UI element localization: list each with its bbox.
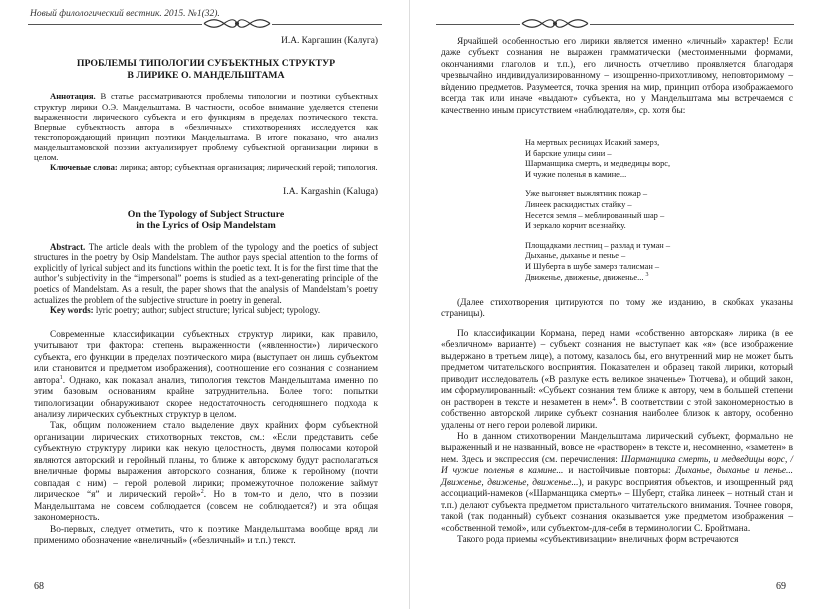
footnote-ref: 1 <box>59 374 63 381</box>
header-rule <box>590 24 794 25</box>
body-paragraph: Но в данном стихотворении Мандельштама лирический субъект, формально не выраженный и не названный, вовсе не «растворен» в тексте и, несомненно, «заметен» в нем. Здесь и экспрессия (см. перечисления: Шарманщика смерть, и медведицы ворс, / И чужие поленья в камине... и настойчивые повторы: Дыханье, дыханье и пенье... Движенье, движенье, движенье...), и ракурс восприятия объектов, и изощренный ряд ассоциаций-намеков («Шарманщика смерть» – Шуберт, стайка линеек – нотный стан и т.п.) делают субъекта предметом пристального читательского внимания. Точнее говоря, такой (так поданный) субъект сознания оказывается уже предметом изображения – «собственной темой», или субъектом-для-себя в терминологии С. Бройтмана. <box>441 431 794 534</box>
body-paragraph: По классификации Кормана, перед нами «собственно авторская» лирика (в ее «безличном» варианте) – субъект сознания не выступает как «я» (все изображение выдержано в третьем лице), а потому, казалось бы, его внутренний мир не может быть предметом читательского восприятия. Показателен и образец такой лирики, который приводит исследователь («В разлуке есть великое значенье» Тютчева), и общий закон, им сформулированный: «Субъект сознания тем ближе к автору, чем в большей степени он растворен в тексте и незаметен в нем»$^4$. В соответствии с этой закономерностью в собственно авторской лирике субъект сознания наиболее близок к автору, особенно удалены от него герои ролевой лирики. <box>441 328 793 431</box>
keywords-ru-text: лирика; автор; субъектная организация; лирический герой; типология. <box>119 162 378 173</box>
right-column-bottom <box>441 298 793 547</box>
body-paragraph: Современные классификации субъектных структур лирики, как правило, учитывают три фактора: степень выраженности («явленности») лирического субъекта, его функции в пределах поэтического мира (выступает он лишь субъектом или становится и предметом изображения), соотношение его сознания с сознанием автора$^1$. Однако, как показал анализ, типология текстов Мандельштама именно по этим базовым основаниям крайне затруднительна. Более того: попытки типологизации обнаруживают скорее недостаточность сегодняшнего подхода к анализу лирических субъектных структур в целом. <box>34 329 378 420</box>
abstract-en-text: The article deals with the problem of the typology and the poetics of subject structures in the poetry by Osip Mandelstam. The author pays special attention to the forms of explicitly of lyrical subject and its functions within the poetic text. It is for the first time that the author’s subjectivity in the “impersonal” poems is studied as a text-generating principle of the poetics of Mandelstam. As a result, the paper shows that the analysis of Mandelstam’s poetry actualizes the problem of the subjective structure in poetry in general. <box>34 241 378 305</box>
title-en-line2: in the Lyrics of Osip Mandelstam <box>136 220 276 232</box>
body-paragraph: Во-первых, следует отметить, что к поэтике Мандельштама вообще вряд ли применимо обозначение «внеличный» («безличный» и т.п.) текст. <box>34 524 378 546</box>
keywords-en <box>34 305 378 316</box>
ornament-icon <box>202 15 272 32</box>
body-paragraph: Так, общим положением стало выделение двух крайних форм субъектной организации лирических стихотворных текстов, см.: «Если представить себе субъектную структуру лирики как некую целостность, двумя полюсами которой являются авторский и геройный планы, то ближе к авторскому будут располагаться внеличные формы выражения авторского сознания, ближе к геройному (почти совпадая с ним) – герой ролевой лирики; промежуточное положение займут лирическое “я” и лирический герой»$^2$. Но в том-то и дело, что в поэзии Мандельштама не совсем соблюдается (совсем не соблюдается?) и эта общая закономерность. <box>34 421 378 524</box>
author-ru: И.А. Каргашин (Калуга) <box>281 36 378 46</box>
left-column <box>34 36 378 547</box>
body-paragraph: Такого рода приемы «субъективизации» внеличных форм встречаются <box>457 535 739 546</box>
keywords-ru <box>34 162 378 172</box>
poem-line: И барские улицы сини – <box>525 148 612 158</box>
poem-line: Движенье, движенье, движенье... $^3$ <box>525 271 649 282</box>
poem-line: Площадками лестниц – разлад и туман – <box>525 240 671 250</box>
abstract-en-label: Abstract. <box>50 241 86 252</box>
header-rule <box>436 24 520 25</box>
poem-line: И чужие поленья в камине... <box>525 169 627 179</box>
abstract-ru-text: В статье рассматриваются проблемы типологии и поэтики субъектных структур лирики О.Э. Мандельштама. В частности, особое внимание уделяется степени выраженности лирического субъекта и его функциям в пределах поэтического текста. Впервые субъектность автора в «безличных» стихотворениях исследуется как текстопорождающий принцип поэтики Мандельштама. В итоге показано, что анализ мандельштамовской поэзии актуализирует проблему субъектной организации лирики в целом. <box>34 91 378 163</box>
poem-line: Линеек раскидистых стайку – <box>525 199 632 209</box>
header-rule <box>272 24 382 25</box>
body-paragraph: Ярчайшей особенностью его лирики является именно «личный» характер! Если даже субъект сознания не выражен грамматически (местоименными формами, окончаниями глаголов и т.п.), его личность отчетливо проявляется благодаря чрезвычайно индивидуализированному – изощренно-прихотливому, неповторимому – вѝдению предметов. Разумеется, точка зрения на мир, принцип отбора изображаемого всегда так или иначе «выдают» субъекта, но у Мандельштама мы встречаемся с качественно иным присутствием «наблюдателя», ср. хотя бы: <box>441 37 793 116</box>
keywords-ru-label: Ключевые слова: <box>50 162 118 173</box>
page-number-left: 68 <box>34 581 44 592</box>
page-number-right: 69 <box>776 581 786 592</box>
footnote-ref: 4 <box>612 396 616 403</box>
title-ru-line2: В ЛИРИКЕ О. МАНДЕЛЬШТАМА <box>127 69 285 81</box>
right-page <box>410 0 820 609</box>
header-rule <box>28 24 202 25</box>
footnote-ref: 3 <box>645 271 649 278</box>
keywords-en-label: Key words: <box>50 305 94 316</box>
keywords-en-text: lyric poetry; author; subject structure; lyrical subject; typology. <box>95 305 321 316</box>
abstract-ru <box>34 91 378 162</box>
poem-quote <box>525 138 670 283</box>
abstract-ru-label: Аннотация. <box>50 91 96 102</box>
author-en: I.A. Kargashin (Kaluga) <box>282 186 378 198</box>
poem-line: Несется земля – меблированный шар – <box>525 210 665 220</box>
footnote-ref: 2 <box>200 489 204 496</box>
poem-line: Уже выгоняет выжлятник пожар – <box>525 189 648 199</box>
abstract-en <box>34 242 378 306</box>
poem-line: На мертвых ресницах Исакий замерз, <box>525 138 660 147</box>
poem-line: Дыханье, дыханье и пенье – <box>525 251 626 261</box>
poem-line: Шарманщика смерть, и медведицы ворс, <box>525 159 671 169</box>
title-ru-line1: ПРОБЛЕМЫ ТИПОЛОГИИ СУБЪЕКТНЫХ СТРУКТУР <box>76 58 336 70</box>
right-column-top <box>441 37 793 117</box>
journal-header: Новый филологический вестник. 2015. №1(32). <box>30 9 220 19</box>
title-en-line1: On the Typology of Subject Structure <box>127 208 285 220</box>
body-paragraph: (Далее стихотворения цитируются по тому же изданию, в скобках указаны страницы). <box>441 298 793 320</box>
poem-line: И зеркало корчит всезнайку. <box>525 221 626 231</box>
poem-line: И Шуберта в шубе замерз талисман – <box>525 261 660 271</box>
ornament-icon <box>520 15 590 32</box>
